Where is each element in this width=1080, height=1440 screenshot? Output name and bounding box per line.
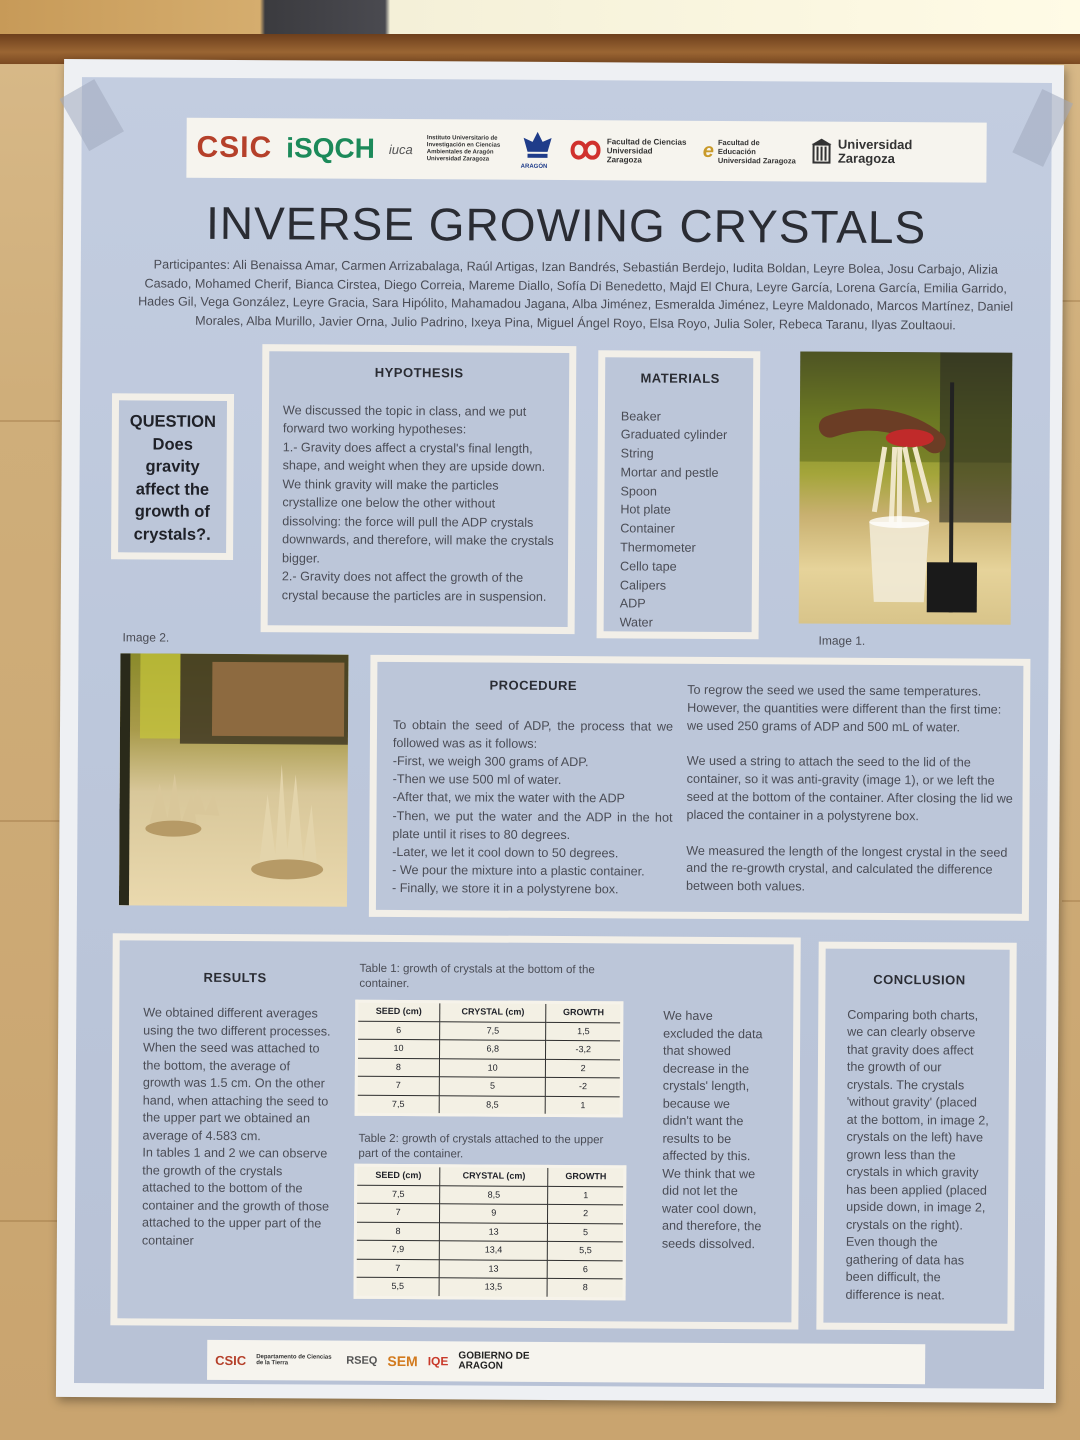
table-cell: 5,5 bbox=[355, 1277, 439, 1297]
table-header-cell: CRYSTAL (cm) bbox=[440, 1002, 547, 1022]
iuca-institute-text: Instituto Universitario de Investigación en Ciencias Ambientales de Aragón Universidad Zaragoza bbox=[426, 135, 501, 163]
table-2-caption: Table 2: growth of crystals attached to the upper part of the container. bbox=[358, 1132, 604, 1161]
procedure-box bbox=[369, 655, 1031, 921]
materials-item: Calipers bbox=[619, 578, 667, 593]
table-cell: 7,5 bbox=[356, 1095, 439, 1115]
table-cell: 13 bbox=[440, 1222, 548, 1241]
table-cell: 6 bbox=[547, 1260, 624, 1279]
aragon-label: ARAGÓN bbox=[520, 163, 548, 170]
crystal-jar-photo-icon bbox=[799, 351, 1013, 624]
poster bbox=[56, 59, 1064, 1403]
facultad-educacion-label: Facultad de Educación Universidad Zaragoza bbox=[717, 137, 796, 165]
materials-item: Mortar and pestle bbox=[620, 465, 719, 480]
crystals-photo-icon bbox=[119, 653, 349, 906]
wall-tile-seam bbox=[0, 420, 60, 422]
question-text: Does gravity affect the growth of crystals?. bbox=[133, 435, 211, 544]
table-cell: 10 bbox=[439, 1058, 546, 1077]
question-box bbox=[111, 393, 234, 560]
footer-iqe-logo: IQE bbox=[427, 1354, 449, 1369]
materials-item: ADP bbox=[619, 596, 646, 611]
table-cell: 1,5 bbox=[546, 1022, 622, 1041]
procedure-heading: PROCEDURE bbox=[489, 677, 578, 694]
table-cell: 9 bbox=[440, 1204, 548, 1223]
wall-tile-seam bbox=[1062, 900, 1080, 902]
materials-item: Hot plate bbox=[620, 502, 671, 518]
participants-list: Participantes: Ali Benaissa Amar, Carmen Arrizabalaga, Raúl Artigas, Izan Bandrés, Sebastián Berdejo, Iudita Boldan, Leyre Bolea, Josu Carbajo, Alizia Casado, Mohamed Cherif, Bianca Cirstea, Diego Correia, Mareme Diallo, Sofía Di Benedetto, Majd El Chura, Leyre García, Lorena García, Emilia Garrido, Hades Gil, Vega González, Leyre Gracia, Sara Hipólito, Mahamadou Jagana, Alba Jiménez, Esmeralda Jiménez, Leyre Maldonado, Marcos Martínez, Daniel Morales, Alba Murillo, Javier Orna, Julio Padrino, Ixeya Pina, Miguel Ángel Royo, Elsa Royo, Julia Soler, Rebeca Taranu, Ilyas Zoultaoui. bbox=[138, 257, 1014, 332]
table-cell: 7 bbox=[355, 1259, 439, 1278]
footer-logo-bar bbox=[207, 1340, 925, 1384]
image-2-photo bbox=[119, 653, 349, 906]
materials-list bbox=[620, 407, 739, 633]
iuca-logo: iuca bbox=[388, 141, 413, 157]
materials-item: Container bbox=[620, 521, 675, 536]
table-1-caption: Table 1: growth of crystals at the bottom of the container. bbox=[359, 962, 595, 991]
conclusion-text: Comparing both charts, we can clearly observe that gravity does affect the growth of our crystals. The crystals 'without gravity' (placed at the bottom, in image 2, crystals on the left) have grown less than the crystals in which gravity has been applied (placed upside down, in image 2, crystals on the right). Even though the gathering of data has been difficult, the difference is neat. bbox=[845, 1007, 989, 1302]
csic-logo: CSIC bbox=[196, 130, 273, 165]
table-cell: 8 bbox=[547, 1278, 624, 1298]
table-cell: 6 bbox=[357, 1021, 440, 1040]
table-row bbox=[357, 1021, 622, 1041]
materials-box bbox=[597, 350, 761, 639]
table-cell: 5,5 bbox=[548, 1241, 625, 1260]
sponsor-logo-bar bbox=[186, 118, 986, 183]
footer-rseq-logo: RSEQ bbox=[346, 1354, 378, 1367]
table-cell: 13,4 bbox=[440, 1241, 548, 1260]
table-cell: 5 bbox=[439, 1077, 546, 1096]
table-row bbox=[356, 1058, 621, 1078]
isqch-logo: iSQCH bbox=[286, 132, 376, 164]
table-row bbox=[355, 1222, 624, 1242]
materials-item: Graduated cylinder bbox=[620, 427, 728, 443]
table-cell: 13,5 bbox=[439, 1278, 547, 1298]
footer-sem-logo: SEM bbox=[387, 1352, 418, 1370]
wall-tile-seam bbox=[1062, 300, 1080, 302]
facultad-ciencias-label: Facultad de Ciencias Universidad Zaragoza bbox=[606, 136, 687, 164]
materials-item: Beaker bbox=[620, 408, 661, 424]
hypothesis-text: We discussed the topic in class, and we put forward two working hypotheses: 1.- Gravity does affect a crystal's final length, shape, and weight when they are upside down. We think gravity will make the particles crystallize one below the other without dissolving: the force will pull the ADP crystals downwards, and therefore, will make the crystals bigger. 2.- Gravity does not affect the growth of the crystal because the particles are in suspension. bbox=[281, 402, 554, 604]
footer-csic-logo: CSIC bbox=[215, 1352, 247, 1368]
e-mark-icon: e bbox=[702, 139, 714, 162]
table-cell: -2 bbox=[546, 1077, 622, 1096]
wall-tile-seam bbox=[0, 820, 60, 822]
materials-item: Thermometer bbox=[620, 540, 696, 555]
table-cell: 2 bbox=[546, 1059, 622, 1078]
table-cell: -3,2 bbox=[546, 1040, 622, 1059]
table-row bbox=[355, 1203, 624, 1223]
procedure-right-column bbox=[686, 682, 1017, 898]
hypothesis-box bbox=[261, 344, 577, 634]
procedure-measure-text: We measured the length of the longest crystal in the seed and the re-growth crystal, and calculated the difference between both values. bbox=[686, 843, 1008, 894]
table-cell: 2 bbox=[548, 1204, 625, 1223]
table-cell: 10 bbox=[357, 1039, 440, 1058]
table-header-row bbox=[356, 1165, 625, 1186]
results-heading: RESULTS bbox=[203, 969, 267, 986]
conclusion-heading: CONCLUSION bbox=[873, 971, 966, 988]
table-row bbox=[355, 1240, 624, 1260]
facultad-ciencias-logo bbox=[569, 137, 689, 165]
table-cell: 1 bbox=[548, 1186, 625, 1205]
tape-strip bbox=[1012, 89, 1073, 167]
table-row bbox=[356, 1185, 625, 1205]
image-2-caption: Image 2. bbox=[122, 630, 170, 645]
table-header-cell: SEED (cm) bbox=[356, 1165, 440, 1185]
table-cell: 1 bbox=[546, 1096, 622, 1116]
table-header-cell: GROWTH bbox=[548, 1166, 625, 1186]
procedure-left-column bbox=[392, 676, 673, 899]
table-cell: 7 bbox=[355, 1203, 439, 1222]
table-row bbox=[355, 1277, 624, 1298]
question-heading: QUESTION bbox=[129, 412, 217, 431]
table-cell: 8 bbox=[355, 1222, 439, 1241]
results-box bbox=[110, 933, 800, 1329]
facultad-educacion-logo bbox=[703, 137, 798, 165]
crown-icon bbox=[521, 130, 555, 164]
table-header-cell: GROWTH bbox=[546, 1002, 622, 1022]
table-cell: 8 bbox=[356, 1058, 439, 1077]
table-header-row bbox=[357, 1001, 622, 1022]
table-row bbox=[356, 1095, 621, 1116]
table-header-cell: CRYSTAL (cm) bbox=[440, 1166, 548, 1186]
procedure-regrow-text: To regrow the seed we used the same temperatures. However, the quantities were different than the first time: we used 250 grams of ADP and 500 mL of water. bbox=[686, 682, 1002, 735]
procedure-steps: To obtain the seed of ADP, the process that we followed was as it follows: -First, we weigh 300 grams of ADP. -Then we use 500 ml of water. -After that, we mix the water with the ADP -Then, we put the water and the ADP in the hot plate until it rises to 80 degrees. -Later, we let it cool down to 50 degrees. - We pour the mixture into a plastic container. - Finally, we store it in a polystyrene box. bbox=[391, 717, 674, 897]
aragon-logo bbox=[521, 130, 555, 170]
building-icon bbox=[812, 139, 832, 165]
universidad-zaragoza-label: Universidad Zaragoza bbox=[837, 136, 913, 167]
table-cell: 6,8 bbox=[439, 1040, 546, 1059]
poster-sheet bbox=[74, 77, 1052, 1389]
table-cell: 13 bbox=[439, 1259, 547, 1278]
table-cell: 8,5 bbox=[440, 1185, 548, 1204]
poster-title: INVERSE GROWING CRYSTALS bbox=[205, 196, 927, 254]
table-2 bbox=[354, 1164, 627, 1300]
table-cell: 7,9 bbox=[355, 1240, 439, 1259]
hypothesis-heading: HYPOTHESIS bbox=[374, 364, 464, 381]
footer-departamento-logo: Departamento de Ciencias de la Tierra bbox=[256, 1354, 332, 1367]
results-note: We have excluded the data that showed decrease in the crystals' length, because we didn't want the results to be affected by this. We think that we did not let the water cool down, and therefore, the seeds dissolved. bbox=[661, 1008, 763, 1251]
table-row bbox=[357, 1039, 622, 1059]
materials-item: Cello tape bbox=[619, 559, 677, 574]
table-header-cell: SEED (cm) bbox=[357, 1001, 440, 1021]
materials-item: Spoon bbox=[620, 484, 657, 499]
image-1-caption: Image 1. bbox=[818, 633, 866, 648]
wall-tile-seam bbox=[0, 1220, 60, 1222]
universidad-zaragoza-logo bbox=[812, 138, 920, 167]
table-cell: 7,5 bbox=[356, 1185, 440, 1204]
table-cell: 8,5 bbox=[439, 1095, 546, 1115]
table-row bbox=[355, 1259, 624, 1279]
conclusion-box bbox=[816, 942, 1016, 1331]
procedure-attach-text: We used a string to attach the seed to the lid of the container, so it was anti-gravity (image 1), or we left the seed at the bottom of the container. After closing the lid we placed the container in a polystyrene box. bbox=[686, 754, 1013, 823]
table-cell: 7 bbox=[356, 1076, 439, 1095]
infinity-icon bbox=[569, 137, 603, 163]
table-cell: 7,5 bbox=[440, 1021, 547, 1040]
footer-gobierno-aragon-logo: GOBIERNO DE ARAGON bbox=[458, 1350, 530, 1372]
table-1 bbox=[355, 1000, 624, 1118]
table-row bbox=[356, 1076, 621, 1096]
materials-item: Water bbox=[619, 615, 653, 630]
tape-strip bbox=[60, 79, 124, 151]
materials-item: String bbox=[620, 446, 654, 461]
materials-heading: MATERIALS bbox=[640, 370, 720, 386]
image-1-photo bbox=[799, 351, 1013, 624]
table-cell: 5 bbox=[548, 1223, 625, 1242]
results-text: We obtained different averages using the two different processes. When the seed was attached to the bottom, the average of growth was 1.5 cm. On the other hand, when attaching the seed to the upper part we obtained an average of 4.583 cm. In tables 1 and 2 we can observe the growth of the crystals attached to the bottom of the container and the growth of those attached to the upper part of the container bbox=[141, 1005, 331, 1248]
